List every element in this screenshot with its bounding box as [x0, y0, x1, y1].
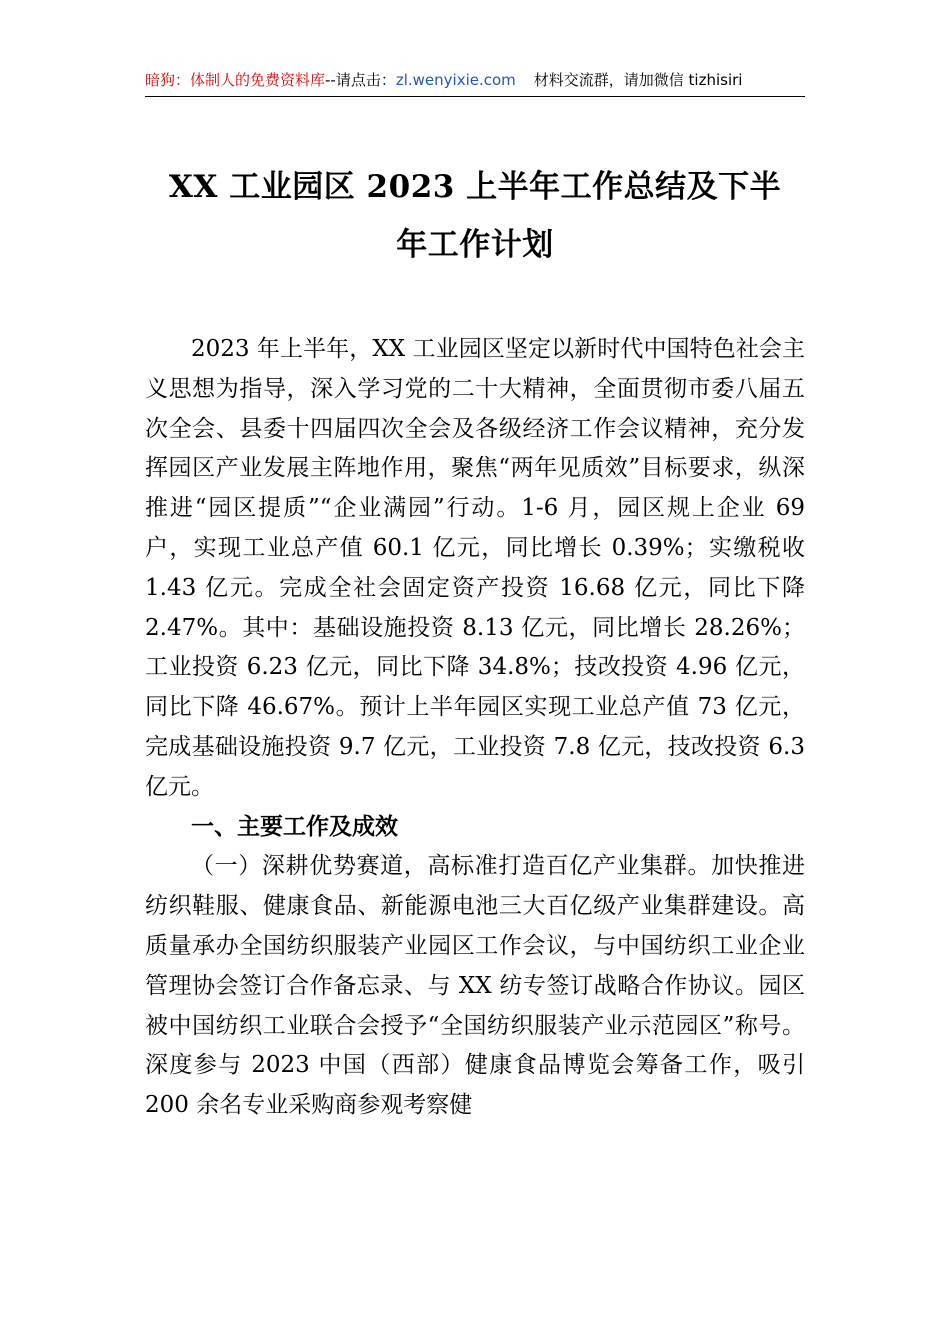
- title-line-1: XX 工业园区 2023 上半年工作总结及下半: [168, 169, 782, 205]
- header-contact-text: 材料交流群，请加微信 tizhisiri: [533, 71, 743, 89]
- title-line-2: 年工作计划: [396, 227, 554, 263]
- page-header: [145, 64, 805, 97]
- body-paragraph: （一）深耕优势赛道，高标准打造百亿产业集群。加快推进纺织鞋服、健康食品、新能源电池三大百亿级产业集群建设。高质量承办全国纺织服装产业园区工作会议，与中国纺织工业企业管理协会签订合作备忘录、与 XX 纺专签订战略合作协议。园区被中国纺织工业联合会授予“全国纺织服装产业示范园区”称号。深度参与 2023 中国（西部）健康食品博览会筹备工作，吸引 200 余名专业采购商参观考察健: [145, 853, 805, 1119]
- header-library-label: 暗狗：体制人的免费资料库: [145, 71, 326, 89]
- header-click-prompt: --请点击：: [325, 71, 396, 89]
- header-website-link[interactable]: zl.wenyixie.com: [395, 71, 516, 89]
- section-heading: 一、主要工作及成效: [191, 813, 398, 840]
- intro-paragraph: 2023 年上半年，XX 工业园区坚定以新时代中国特色社会主义思想为指导，深入学习党的二十大精神，全面贯彻市委八届五次全会、县委十四届四次全会及各级经济工作会议精神，充分发挥园区产业发展主阵地作用，聚焦“两年见质效”目标要求，纵深推进“园区提质”“企业满园”行动。1-6 月，园区规上企业 69 户，实现工业总产值 60.1 亿元，同比增长 0.39%；实缴税收 1.43 亿元。完成全社会固定资产投资 16.68 亿元，同比下降 2.47%。其中：基础设施投资 8.13 亿元，同比增长 28.26%；工业投资 6.23 亿元，同比下降 34.8%；技改投资 4.96 亿元，同比下降 46.67%。预计上半年园区实现工业总产值 73 亿元，完成基础设施投资 9.7 亿元，工业投资 7.8 亿元，技改投资 6.3 亿元。: [145, 336, 805, 800]
- document-body: [145, 330, 805, 1126]
- document-title: [145, 158, 805, 274]
